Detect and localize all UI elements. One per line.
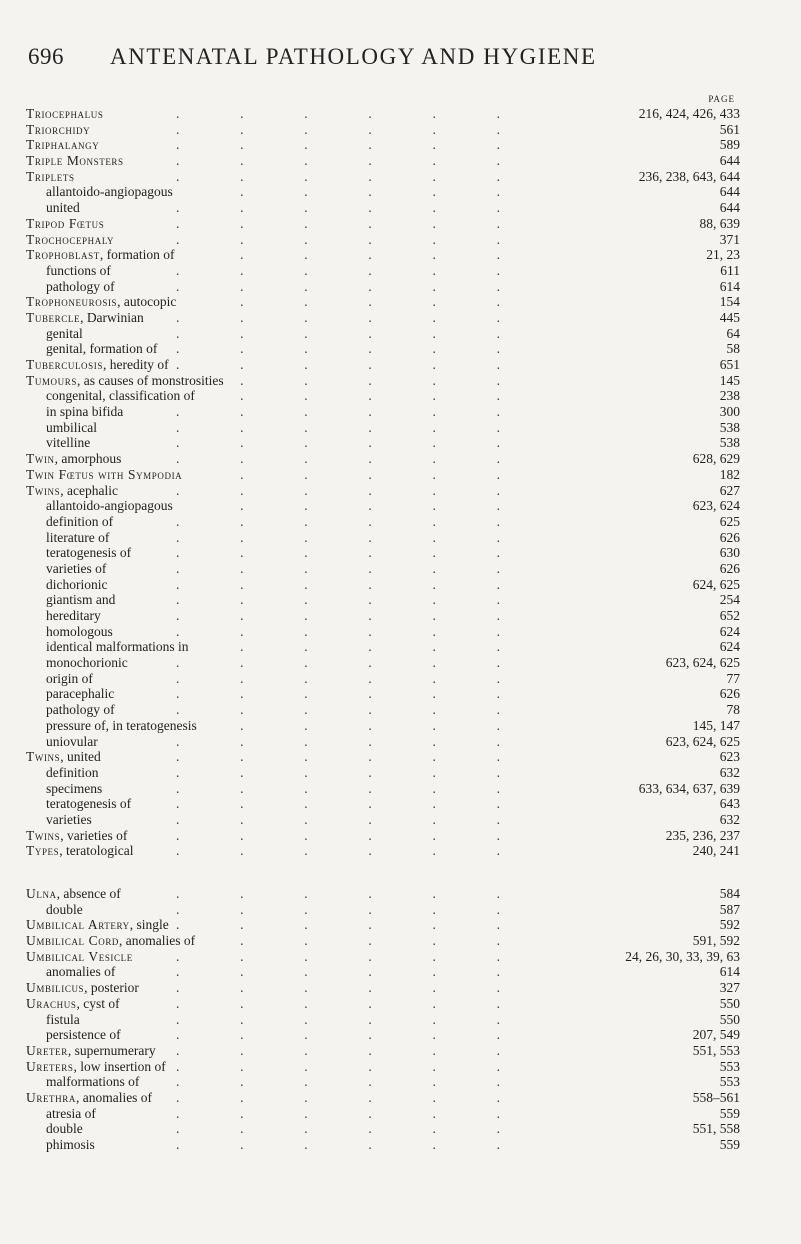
leader-dots	[176, 1012, 510, 1028]
index-section-t	[26, 106, 740, 859]
index-term: allantoido-angiopagous	[46, 498, 179, 514]
index-term: monochorionic	[46, 655, 134, 671]
index-term: genital	[46, 326, 89, 342]
leader-dots	[176, 137, 510, 153]
index-pages: 538	[716, 420, 740, 436]
leader-dots	[176, 886, 510, 902]
leader-dots	[176, 980, 510, 996]
index-entry	[26, 467, 740, 483]
index-entry	[26, 843, 740, 859]
index-entry	[26, 917, 740, 933]
index-entry	[26, 1090, 740, 1106]
index-entry	[26, 561, 740, 577]
leader-dots	[176, 498, 510, 514]
leader-dots	[176, 106, 510, 122]
index-pages: 561	[716, 122, 740, 138]
index-term: Tripod Fœtus	[26, 216, 110, 232]
leader-dots	[176, 702, 510, 718]
index-entry	[26, 765, 740, 781]
index-term: united	[46, 200, 86, 216]
index-entry	[26, 357, 740, 373]
index-pages: 327	[716, 980, 740, 996]
index-pages: 553	[716, 1059, 740, 1075]
leader-dots	[176, 341, 510, 357]
index-entry	[26, 949, 740, 965]
leader-dots	[176, 530, 510, 546]
index-pages: 587	[716, 902, 740, 918]
index-entry	[26, 1043, 740, 1059]
index-pages: 551, 558	[689, 1121, 740, 1137]
index-entry	[26, 734, 740, 750]
index-pages: 64	[723, 326, 741, 342]
leader-dots	[176, 263, 510, 279]
index-entry	[26, 279, 740, 295]
leader-dots	[176, 917, 510, 933]
index-pages: 238	[716, 388, 740, 404]
index-term: pressure of, in teratogenesis	[46, 718, 203, 734]
leader-dots	[176, 357, 510, 373]
index-pages: 624	[716, 639, 740, 655]
index-pages: 592	[716, 917, 740, 933]
index-pages: 445	[716, 310, 740, 326]
leader-dots	[176, 326, 510, 342]
index-term: Ulna, absence of	[26, 886, 127, 902]
index-pages: 632	[716, 812, 740, 828]
index-pages: 623, 624	[689, 498, 740, 514]
index-entry	[26, 781, 740, 797]
index-pages: 550	[716, 996, 740, 1012]
index-term: teratogenesis of	[46, 796, 137, 812]
index-term: allantoido-angiopagous	[46, 184, 179, 200]
leader-dots	[176, 1090, 510, 1106]
index-pages: 88, 639	[696, 216, 741, 232]
index-entry	[26, 216, 740, 232]
index-pages: 24, 26, 30, 33, 39, 63	[621, 949, 740, 965]
index-entry	[26, 326, 740, 342]
index-entry	[26, 137, 740, 153]
index-term: atresia of	[46, 1106, 102, 1122]
index-entry	[26, 980, 740, 996]
index-term: uniovular	[46, 734, 104, 750]
leader-dots	[176, 671, 510, 687]
index-entry	[26, 812, 740, 828]
leader-dots	[176, 1027, 510, 1043]
index-pages: 558–561	[689, 1090, 740, 1106]
index-term: Tuberculosis, heredity of	[26, 357, 175, 373]
index-pages: 145, 147	[689, 718, 740, 734]
index-pages: 626	[716, 530, 740, 546]
index-term: Tumours, as causes of monstrosities	[26, 373, 230, 389]
index-term: dichorionic	[46, 577, 113, 593]
index-term: genital, formation of	[46, 341, 163, 357]
index-pages: 611	[716, 263, 740, 279]
index-pages: 550	[716, 1012, 740, 1028]
index-entry	[26, 996, 740, 1012]
index-entry	[26, 608, 740, 624]
index-entry	[26, 828, 740, 844]
index-pages: 216, 424, 426, 433	[635, 106, 740, 122]
index-pages: 614	[716, 964, 740, 980]
index-entry	[26, 545, 740, 561]
index-term: persistence of	[46, 1027, 127, 1043]
index-entry	[26, 184, 740, 200]
index-term: identical malformations in	[46, 639, 194, 655]
index-entry	[26, 263, 740, 279]
leader-dots	[176, 577, 510, 593]
index-entry	[26, 1121, 740, 1137]
index-entry	[26, 451, 740, 467]
leader-dots	[176, 247, 510, 263]
index-pages: 21, 23	[702, 247, 740, 263]
index-pages: 58	[723, 341, 741, 357]
index-term: pathology of	[46, 279, 121, 295]
index-entry	[26, 671, 740, 687]
index-pages: 624	[716, 624, 740, 640]
index-pages: 254	[716, 592, 740, 608]
leader-dots	[176, 1137, 510, 1153]
index-term: Tubercle, Darwinian	[26, 310, 150, 326]
index-term: Triocephalus	[26, 106, 109, 122]
leader-dots	[176, 545, 510, 561]
index-entry	[26, 498, 740, 514]
leader-dots	[176, 1043, 510, 1059]
index-entry	[26, 373, 740, 389]
index-entry	[26, 530, 740, 546]
leader-dots	[176, 1059, 510, 1075]
index-pages: 371	[716, 232, 740, 248]
leader-dots	[176, 467, 510, 483]
index-pages: 235, 236, 237	[662, 828, 740, 844]
leader-dots	[176, 1121, 510, 1137]
index-pages: 651	[716, 357, 740, 373]
index-pages: 628, 629	[689, 451, 740, 467]
leader-dots	[176, 765, 510, 781]
leader-dots	[176, 483, 510, 499]
index-pages: 538	[716, 435, 740, 451]
index-term: congenital, classification of	[46, 388, 201, 404]
index-pages: 644	[716, 153, 740, 169]
index-pages: 77	[723, 671, 741, 687]
index-entry	[26, 388, 740, 404]
index-term: double	[46, 1121, 89, 1137]
index-entry	[26, 122, 740, 138]
index-term: varieties of	[46, 561, 112, 577]
leader-dots	[176, 933, 510, 949]
index-pages: 644	[716, 184, 740, 200]
index-term: Trochocephaly	[26, 232, 120, 248]
leader-dots	[176, 996, 510, 1012]
leader-dots	[176, 781, 510, 797]
leader-dots	[176, 1106, 510, 1122]
index-entry	[26, 106, 740, 122]
index-term: Urachus, cyst of	[26, 996, 126, 1012]
index-entry	[26, 655, 740, 671]
index-entry	[26, 902, 740, 918]
leader-dots	[176, 964, 510, 980]
index-term: Umbilical Cord, anomalies of	[26, 933, 201, 949]
leader-dots	[176, 686, 510, 702]
leader-dots	[176, 655, 510, 671]
index-entry	[26, 624, 740, 640]
index-pages: 553	[716, 1074, 740, 1090]
index-entry	[26, 796, 740, 812]
index-entry	[26, 1106, 740, 1122]
index-pages: 300	[716, 404, 740, 420]
leader-dots	[176, 200, 510, 216]
index-term: hereditary	[46, 608, 107, 624]
index-pages: 589	[716, 137, 740, 153]
leader-dots	[176, 796, 510, 812]
index-entry	[26, 749, 740, 765]
index-pages: 643	[716, 796, 740, 812]
leader-dots	[176, 184, 510, 200]
index-entry	[26, 702, 740, 718]
index-term: paracephalic	[46, 686, 120, 702]
index-pages: 154	[716, 294, 740, 310]
index-term: Umbilical Vesicle	[26, 949, 139, 965]
index-pages: 551, 553	[689, 1043, 740, 1059]
leader-dots	[176, 561, 510, 577]
index-pages: 614	[716, 279, 740, 295]
index-term: Twins, varieties of	[26, 828, 133, 844]
leader-dots	[176, 216, 510, 232]
index-term: Twin, amorphous	[26, 451, 127, 467]
leader-dots	[176, 843, 510, 859]
index-term: Types, teratological	[26, 843, 139, 859]
index-entry	[26, 1012, 740, 1028]
index-term: Triorchidy	[26, 122, 96, 138]
index-entry	[26, 310, 740, 326]
leader-dots	[176, 828, 510, 844]
index-entry	[26, 933, 740, 949]
index-pages: 627	[716, 483, 740, 499]
index-section-u	[26, 886, 740, 1153]
index-entry	[26, 169, 740, 185]
index-entry	[26, 639, 740, 655]
index-term: Twins, acephalic	[26, 483, 124, 499]
index-term: Triphalangy	[26, 137, 105, 153]
index-pages: 623, 624, 625	[662, 655, 740, 671]
index-term: Ureter, supernumerary	[26, 1043, 162, 1059]
index-pages: 182	[716, 467, 740, 483]
leader-dots	[176, 718, 510, 734]
index-pages: 145	[716, 373, 740, 389]
index-term: malformations of	[46, 1074, 145, 1090]
index-term: fistula	[46, 1012, 86, 1028]
index-term: varieties	[46, 812, 98, 828]
index-term: vitelline	[46, 435, 96, 451]
index-entry	[26, 435, 740, 451]
index-entry	[26, 886, 740, 902]
leader-dots	[176, 294, 510, 310]
leader-dots	[176, 169, 510, 185]
index-entry	[26, 483, 740, 499]
leader-dots	[176, 592, 510, 608]
index-term: pathology of	[46, 702, 121, 718]
leader-dots	[176, 388, 510, 404]
page-header	[0, 44, 801, 84]
index-entry	[26, 514, 740, 530]
index-pages: 623	[716, 749, 740, 765]
leader-dots	[176, 749, 510, 765]
index-term: double	[46, 902, 89, 918]
leader-dots	[176, 404, 510, 420]
index-pages: 630	[716, 545, 740, 561]
leader-dots	[176, 902, 510, 918]
index-term: Twins, united	[26, 749, 107, 765]
index-term: Umbilicus, posterior	[26, 980, 145, 996]
index-pages: 652	[716, 608, 740, 624]
index-pages: 591, 592	[689, 933, 740, 949]
index-pages: 559	[716, 1106, 740, 1122]
leader-dots	[176, 608, 510, 624]
index-pages: 633, 634, 637, 639	[635, 781, 740, 797]
index-pages: 78	[723, 702, 741, 718]
index-term: Trophoblast, formation of	[26, 247, 180, 263]
index-entry	[26, 1074, 740, 1090]
index-entry	[26, 247, 740, 263]
index-entry	[26, 294, 740, 310]
index-pages: 625	[716, 514, 740, 530]
index-term: umbilical	[46, 420, 103, 436]
index-pages: 624, 625	[689, 577, 740, 593]
leader-dots	[176, 232, 510, 248]
index-entry	[26, 592, 740, 608]
index-term: Ureters, low insertion of	[26, 1059, 172, 1075]
index-term: Trophoneurosis, autocopic	[26, 294, 182, 310]
leader-dots	[176, 122, 510, 138]
index-entry	[26, 200, 740, 216]
index-entry	[26, 420, 740, 436]
index-pages: 559	[716, 1137, 740, 1153]
index-term: Twin Fœtus with Sympodia	[26, 467, 188, 483]
index-term: Urethra, anomalies of	[26, 1090, 158, 1106]
index-entry	[26, 577, 740, 593]
leader-dots	[176, 435, 510, 451]
index-entry	[26, 1137, 740, 1153]
leader-dots	[176, 514, 510, 530]
leader-dots	[176, 734, 510, 750]
index-term: Umbilical Artery, single	[26, 917, 175, 933]
index-entry	[26, 964, 740, 980]
index-pages: 626	[716, 561, 740, 577]
index-entry	[26, 718, 740, 734]
index-term: definition of	[46, 514, 119, 530]
index-pages: 632	[716, 765, 740, 781]
index-term: anomalies of	[46, 964, 121, 980]
running-head: ANTENATAL PATHOLOGY AND HYGIENE	[110, 44, 597, 69]
index-term: literature of	[46, 530, 115, 546]
index-entry	[26, 686, 740, 702]
index-entry	[26, 404, 740, 420]
leader-dots	[176, 310, 510, 326]
leader-dots	[176, 279, 510, 295]
index-pages: 207, 549	[689, 1027, 740, 1043]
leader-dots	[176, 451, 510, 467]
index-pages: 584	[716, 886, 740, 902]
index-term: homologous	[46, 624, 119, 640]
index-entry	[26, 341, 740, 357]
index-entry	[26, 232, 740, 248]
leader-dots	[176, 949, 510, 965]
index-term: Triplets	[26, 169, 81, 185]
index-term: definition	[46, 765, 105, 781]
page-column-label: PAGE	[708, 94, 735, 104]
index-entry	[26, 1027, 740, 1043]
leader-dots	[176, 624, 510, 640]
index-pages: 623, 624, 625	[662, 734, 740, 750]
index-term: specimens	[46, 781, 108, 797]
index-pages: 240, 241	[689, 843, 740, 859]
index-term: giantism and	[46, 592, 121, 608]
leader-dots	[176, 639, 510, 655]
index-pages: 626	[716, 686, 740, 702]
page-number: 696	[28, 44, 64, 69]
index-entry	[26, 1059, 740, 1075]
index-term: origin of	[46, 671, 99, 687]
index-term: functions of	[46, 263, 117, 279]
index-pages: 236, 238, 643, 644	[635, 169, 740, 185]
leader-dots	[176, 812, 510, 828]
index-pages: 644	[716, 200, 740, 216]
index-term: in spina bifida	[46, 404, 129, 420]
index-term: phimosis	[46, 1137, 101, 1153]
index-term: Triple Monsters	[26, 153, 130, 169]
leader-dots	[176, 420, 510, 436]
index-term: teratogenesis of	[46, 545, 137, 561]
index-entry	[26, 153, 740, 169]
leader-dots	[176, 153, 510, 169]
leader-dots	[176, 1074, 510, 1090]
